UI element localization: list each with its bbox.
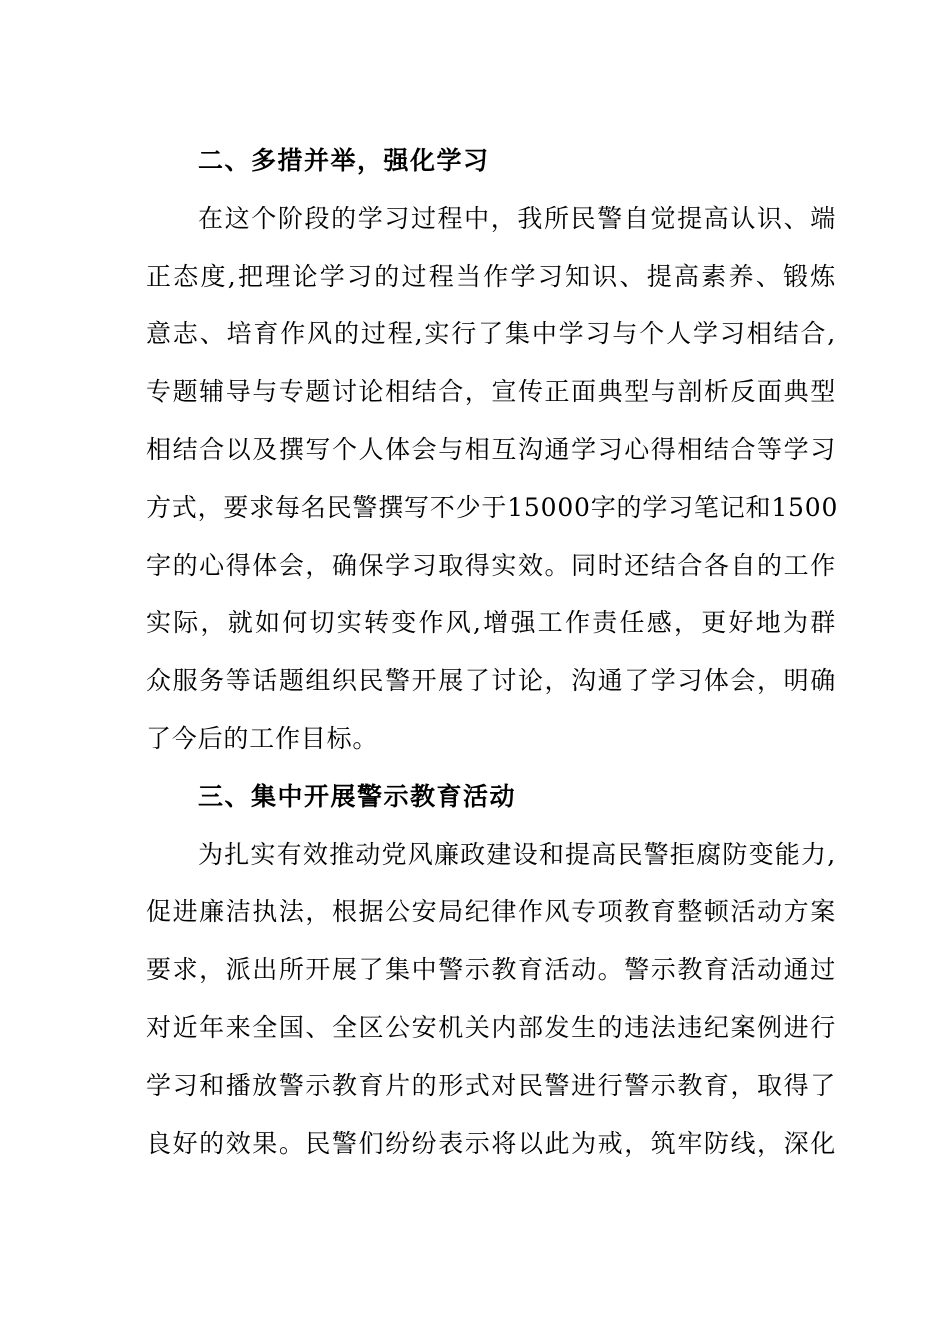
paragraph-line: 要求，派出所开展了集中警示教育活动。警示教育活动通过: [146, 955, 836, 985]
paragraph-line: 对近年来全国、全区公安机关内部发生的违法违纪案例进行: [146, 1012, 836, 1042]
document-body: [146, 132, 839, 1172]
paragraph-line: 相结合以及撰写个人体会与相互沟通学习心得相结合等学习: [146, 434, 836, 464]
section-2-heading: 二、多措并举，强化学习: [198, 146, 490, 175]
paragraph-line: 促进廉洁执法，根据公安局纪律作风专项教育整顿活动方案: [146, 897, 836, 927]
paragraph-line: 意志、培育作风的过程,实行了集中学习与个人学习相结合,: [146, 319, 836, 349]
section-3-heading: 三、集中开展警示教育活动: [198, 781, 517, 811]
paragraph-line: 众服务等话题组织民警开展了讨论，沟通了学习体会，明确: [146, 666, 836, 696]
paragraph-line: 实际，就如何切实转变作风,增强工作责任感，更好地为群: [146, 608, 836, 638]
paragraph-line: 专题辅导与专题讨论相结合，宣传正面典型与剖析反面典型: [146, 377, 836, 407]
paragraph-line: 方式，要求每名民警撰写不少于15000字的学习笔记和1500: [146, 492, 839, 522]
paragraph-line: 字的心得体会，确保学习取得实效。同时还结合各自的工作: [146, 550, 836, 580]
paragraph-line: 良好的效果。民警们纷纷表示将以此为戒，筑牢防线，深化: [146, 1128, 836, 1158]
paragraph-line: 学习和播放警示教育片的形式对民警进行警示教育，取得了: [146, 1070, 836, 1100]
paragraph-line: 为扎实有效推动党风廉政建设和提高民警拒腐防变能力,: [198, 839, 836, 869]
paragraph-line: 在这个阶段的学习过程中，我所民警自觉提高认识、端: [198, 203, 836, 233]
paragraph-line: 了今后的工作目标。: [146, 723, 379, 753]
paragraph-line: 正态度,把理论学习的过程当作学习知识、提高素养、锻炼: [146, 261, 836, 291]
